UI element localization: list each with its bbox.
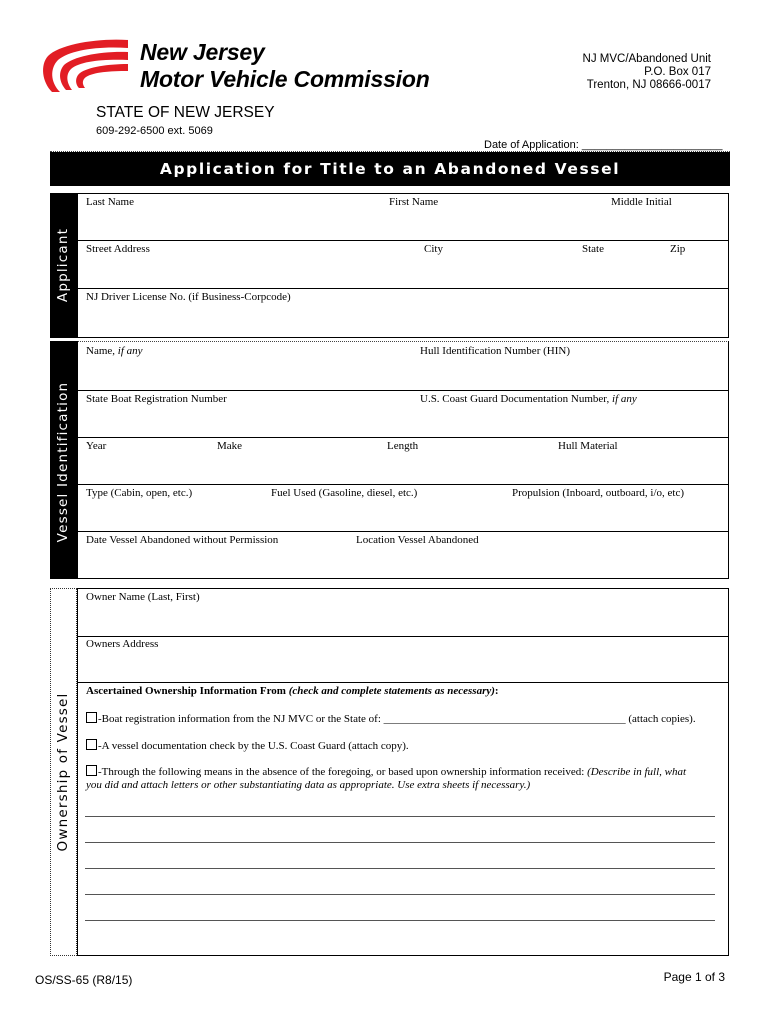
ownership-row-divider — [77, 682, 729, 683]
ownership-row-divider — [77, 636, 729, 637]
brand-name-line1: New Jersey — [140, 39, 265, 65]
date-abandoned-field[interactable]: Date Vessel Abandoned without Permission — [86, 534, 279, 546]
description-line[interactable] — [85, 894, 715, 895]
hin-field[interactable]: Hull Identification Number (HIN) — [420, 345, 570, 357]
other-means-label: -Through the following means in the absence of the foregoing, or based upon ownership information received: — [98, 766, 588, 778]
other-means-instruction-line2: you did and attach letters or other substantiating data as appropriate. Use extra sheets if necessary.) — [86, 779, 531, 791]
phone-number: 609-292-6500 ext. 5069 — [96, 125, 213, 137]
description-line[interactable] — [85, 816, 715, 817]
city-field[interactable]: City — [424, 243, 443, 255]
vessel-row-divider — [77, 531, 729, 532]
driver-license-field[interactable]: NJ Driver License No. (if Business-Corpcode) — [86, 291, 291, 303]
zip-field[interactable]: Zip — [670, 243, 686, 255]
mailing-address-line2: P.O. Box 017 — [644, 66, 711, 78]
uscg-check-checkbox[interactable] — [86, 739, 97, 750]
applicant-row-divider — [77, 240, 729, 241]
owners-address-field[interactable]: Owners Address — [86, 638, 159, 650]
vessel-type-field[interactable]: Type (Cabin, open, etc.) — [86, 487, 193, 499]
year-field[interactable]: Year — [86, 440, 107, 452]
form-id: OS/SS-65 (R8/15) — [35, 973, 133, 987]
description-line[interactable] — [85, 842, 715, 843]
state-heading: STATE OF NEW JERSEY — [96, 104, 275, 121]
form-title: Application for Title to an Abandoned Vessel — [50, 152, 730, 186]
date-of-application-field[interactable]: Date of Application: _______________________ — [484, 139, 723, 151]
applicant-row-divider — [77, 288, 729, 289]
owner-name-field[interactable]: Owner Name (Last, First) — [86, 591, 200, 603]
other-means-instruction: (Describe in full, what — [587, 766, 687, 778]
middle-initial-field[interactable]: Middle Initial — [611, 196, 672, 208]
first-name-field[interactable]: First Name — [389, 196, 439, 208]
state-registration-field[interactable]: State Boat Registration Number — [86, 393, 227, 405]
fuel-used-field[interactable]: Fuel Used (Gasoline, diesel, etc.) — [271, 487, 418, 499]
ascertained-heading: Ascertained Ownership Information From (check and complete statements as necessary): — [86, 685, 499, 697]
propulsion-field[interactable]: Propulsion (Inboard, outboard, i/o, etc) — [512, 487, 684, 499]
hull-material-field[interactable]: Hull Material — [558, 440, 618, 452]
option-other-means — [86, 765, 686, 778]
mailing-address-line3: Trenton, NJ 08666-0017 — [586, 79, 711, 91]
option-uscg-check — [86, 739, 409, 752]
state-field[interactable]: State — [582, 243, 604, 255]
location-abandoned-field[interactable]: Location Vessel Abandoned — [356, 534, 479, 546]
brand-name-line2: Motor Vehicle Commission — [140, 66, 430, 92]
vessel-row-divider — [77, 437, 729, 438]
nj-mvc-registration-label: -Boat registration information from the NJ MVC or the State of: ____________________________________________ (attach copies). — [98, 713, 696, 725]
applicant-tab-label: Applicant — [55, 227, 71, 303]
mailing-address-line1: NJ MVC/Abandoned Unit — [582, 53, 711, 65]
vessel-identification-tab-label: Vessel Identification — [55, 381, 71, 543]
applicant-box — [77, 193, 729, 338]
description-line[interactable] — [85, 868, 715, 869]
vessel-name-field[interactable]: Name, if any — [86, 345, 143, 357]
nj-mvc-registration-checkbox[interactable] — [86, 712, 97, 723]
vessel-row-divider — [77, 484, 729, 485]
uscg-check-label: -A vessel documentation check by the U.S. Coast Guard (attach copy). — [98, 740, 409, 752]
length-field[interactable]: Length — [387, 440, 419, 452]
page-number: Page 1 of 3 — [663, 970, 725, 984]
description-line[interactable] — [85, 920, 715, 921]
make-field[interactable]: Make — [217, 440, 243, 452]
other-means-checkbox[interactable] — [86, 765, 97, 776]
last-name-field[interactable]: Last Name — [86, 196, 134, 208]
uscg-documentation-field[interactable]: U.S. Coast Guard Documentation Number, if any — [420, 393, 637, 405]
option-nj-mvc-registration — [86, 712, 696, 725]
ownership-tab-label: Ownership of Vessel — [55, 692, 71, 852]
vessel-row-divider — [77, 390, 729, 391]
street-address-field[interactable]: Street Address — [86, 243, 150, 255]
nj-mvc-logo-icon — [38, 38, 130, 94]
